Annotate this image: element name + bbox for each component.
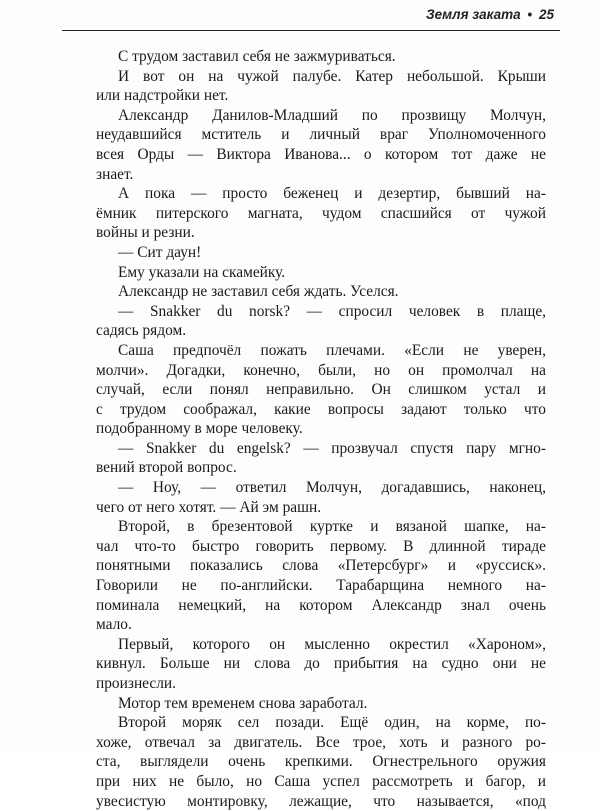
text-line: поминала немецкий, на котором Александр знал очень <box>96 596 546 614</box>
text-line: случай, если понял неправильно. Он слишком устал и <box>96 381 546 399</box>
text-line: ёмник питерского магната, чудом спасшийся от чужой <box>96 204 546 222</box>
text-line: Второй моряк сел позади. Ещё один, на корме, по- <box>118 714 546 732</box>
page-header <box>62 0 560 31</box>
text-line: при них не было, но Саша успел рассмотреть и багор, и <box>96 772 546 790</box>
text-line: молчи». Догадки, конечно, были, но он промолчал на <box>96 361 546 379</box>
text-line: чего от него хотят. — Ай эм рашн. <box>96 498 322 516</box>
text-line: Александр не заставил себя ждать. Уселся. <box>118 283 399 301</box>
text-line: — Snakker du engelsk? — прозвучал спустя пару мгно- <box>118 439 546 457</box>
text-line: кивнул. Больше ни слова до прибытия на судно они не <box>96 655 546 673</box>
text-line: С трудом заставил себя не зажмуриваться. <box>118 48 396 65</box>
book-title: Земля заката <box>426 7 521 22</box>
text-line: Говорили не по-английски. Тарабарщина немного на- <box>96 577 546 595</box>
text-line: — Snakker du norsk? — спросил человек в плаще, <box>118 302 546 320</box>
text-line: неудавшийся мститель и личный враг Уполномоченного <box>96 126 546 144</box>
header-separator: • <box>527 7 533 22</box>
text-line: И вот он на чужой палубе. Катер небольшой. Крыши <box>118 67 546 85</box>
text-line: с трудом соображал, какие вопросы задают только что <box>96 400 546 418</box>
text-line: — Сит даун! <box>118 243 202 261</box>
text-line: или надстройки нет. <box>96 87 229 105</box>
text-line: — Ноу, — ответил Молчун, догадавшись, наконец, <box>118 479 546 497</box>
text-line: садясь рядом. <box>96 322 187 340</box>
text-line: Мотор тем временем снова заработал. <box>118 694 368 712</box>
text-line: всея Орды — Виктора Иванова... о котором тот даже не <box>96 145 546 163</box>
body-text <box>96 47 546 811</box>
text-line: войны и резни. <box>96 224 195 242</box>
text-line: увесистую монтировку, лежащие, что называется, «под <box>96 792 546 810</box>
text-line: А пока — просто беженец и дезертир, бывший на- <box>118 185 546 203</box>
text-line: ста, выглядели очень крепкими. Огнестрельного оружия <box>96 753 546 771</box>
text-line: Александр Данилов-Младший по прозвищу Молчун, <box>118 106 546 124</box>
text-line: знает. <box>96 165 134 183</box>
text-line: Ему указали на скамейку. <box>118 263 286 281</box>
page-number: 25 <box>538 7 554 22</box>
running-head <box>426 7 554 22</box>
text-line: Первый, которого он мысленно окрестил «Хароном», <box>118 635 546 653</box>
text-line: чал что-то быстро говорить первому. В длинной тираде <box>96 537 546 555</box>
text-line: понятными показались слова «Петерсбург» и «руссиск». <box>96 557 546 575</box>
text-line: подобранному в море человеку. <box>96 420 303 438</box>
text-line: Второй, в брезентовой куртке и вязаной шапке, на- <box>118 518 546 536</box>
text-line: хоже, отвечал за двигатель. Все трое, хоть и разного ро- <box>96 733 546 751</box>
text-line: произнесли. <box>96 675 176 692</box>
text-line: мало. <box>96 616 132 634</box>
text-line: Саша предпочёл пожать плечами. «Если не уверен, <box>118 341 546 359</box>
text-line: вений второй вопрос. <box>96 459 237 477</box>
